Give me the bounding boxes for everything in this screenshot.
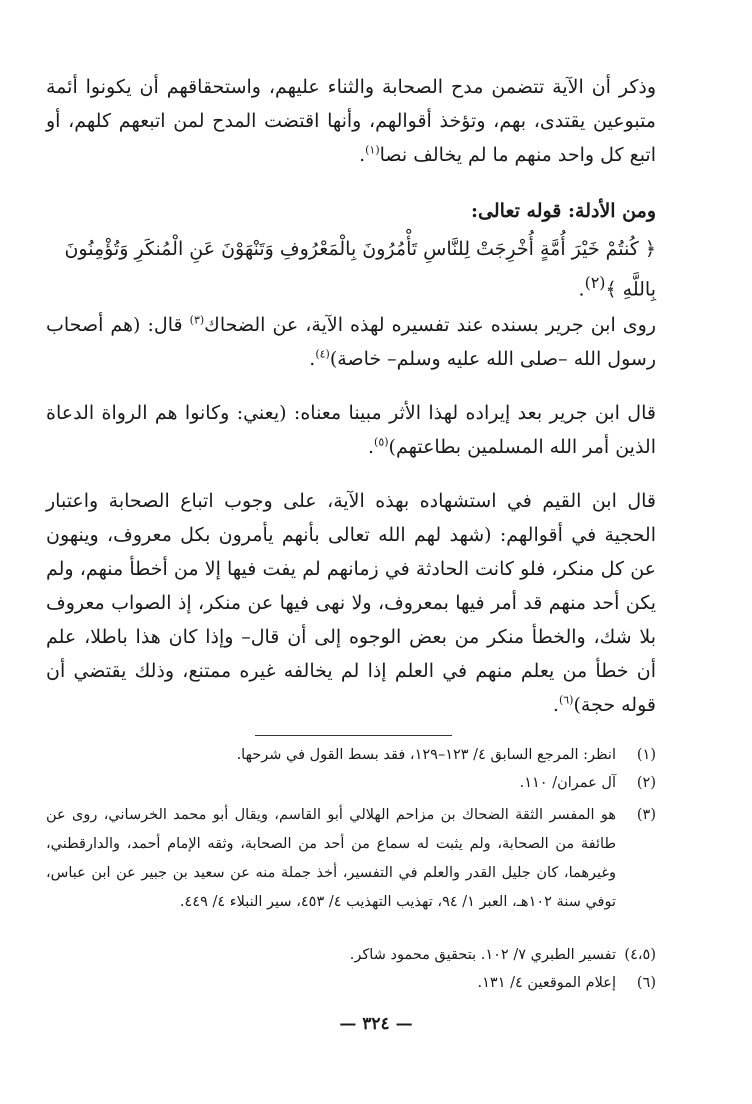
quran-verse: ﴿ كُنتُمْ خَيْرَ أُمَّةٍ أُخْرِجَتْ لِلنَّاسِ تَأْمُرُونَ بِالْمَعْرُوفِ وَتَنْهَوْنَ عَنِ الْمُنكَرِ وَتُؤْمِنُونَ بِاللَّهِ ﴾$^{(٢)}$. (64, 238, 656, 301)
footnote-3 (46, 801, 656, 917)
footnote-6 (46, 969, 656, 997)
footnote-ref-2[interactable]: (٢) (584, 273, 606, 292)
paragraph-ibn-jarir-narration: روى ابن جرير بسنده عند تفسيره لهذه الآية، عن الضحاك$^{(٣)}$ قال: (هم أصحاب رسول الله –صلى الله عليه وسلم– خاصة)$^{(٤)}$. (46, 313, 656, 370)
paragraph-ibn-jarir-meaning: قال ابن جرير بعد إيراده لهذا الأثر مبينا معناه: (يعني: وكانوا هم الرواة الدعاة الذين أمر الله المسلمين بطاعتهم)$^{(٥)}$. (46, 402, 656, 458)
quran-bracket-open: ﴿ (644, 238, 656, 260)
quran-text: كُنتُمْ خَيْرَ أُمَّةٍ أُخْرِجَتْ لِلنَّاسِ تَأْمُرُونَ بِالْمَعْرُوفِ وَتَنْهَوْنَ عَنِ الْمُنكَرِ وَتُؤْمِنُونَ بِاللَّهِ (64, 238, 656, 301)
footnote-ref-3[interactable]: (٣) (189, 313, 205, 327)
section-heading: ومن الأدلة: قوله تعالى: (471, 200, 656, 222)
footnote-ref-1[interactable]: (١) (365, 143, 380, 157)
footnote-number: (٦) (636, 975, 656, 991)
footnote-text: آل عمران/ ١١٠. (519, 775, 616, 791)
footnote-1 (46, 741, 656, 769)
footnote-ref-4[interactable]: (٤) (315, 347, 330, 361)
paragraph-intro: وذكر أن الآية تتضمن مدح الصحابة والثناء عليهم، واستحقاقهم أن يكونوا أئمة متبوعين يقتدى، بهم، وتؤخذ أقوالهم، وأنها اقتضت المدح لمن اتبعهم كلهم، أو اتبع كل واحد منهم ما لم يخالف نصا$^{(١)}$. (46, 76, 656, 166)
paragraph-ibn-al-qayyim: قال ابن القيم في استشهاده بهذه الآية، على وجوب اتباع الصحابة واعتبار الحجية في أقوالهم: (شهد لهم الله تعالى بأنهم يأمرون بكل معروف، وينهون عن كل منكر، فلو كانت الحادثة في زمانهم لم يفت فيها إلا من أخطأ منهم، ولم يكن أحد منهم قد أمر فيها بمعروف، ولا نهى فيها عن منكر، إذ الصواب معروف بلا شك، والخطأ منكر من بعض الوجوه إلى أن قال– وإذا كان هذا باطلا، علم أن خطأ من يعلم منهم في العلم إذا لم يخالفه غيره ممتنع، وذلك يقتضي أن قوله حجة)$^{(٦)}$. (46, 490, 656, 716)
footnote-2 (46, 769, 656, 797)
footnote-text: إعلام الموقعين ٤/ ١٣١. (477, 975, 616, 991)
footnote-text: تفسير الطبري ٧/ ١٠٢. بتحقيق محمود شاكر. (349, 947, 616, 963)
footnote-separator (255, 735, 452, 736)
footnote-ref-5[interactable]: (٥) (374, 435, 389, 449)
page-number: — ٣٢٤ — (339, 1014, 413, 1034)
footnote-text: انظر: المرجع السابق ٤/ ١٢٣–١٢٩، فقد بسط القول في شرحها. (236, 747, 616, 763)
footnote-ref-6[interactable]: (٦) (558, 693, 574, 707)
footnote-number: (٤،٥) (624, 947, 656, 963)
quran-bracket-close: ﴾ (605, 278, 617, 301)
footnote-number: (٣) (636, 807, 656, 823)
footnote-number: (١) (636, 747, 656, 763)
footnote-text: هو المفسر الثقة الضحاك بن مزاحم الهلالي أبو القاسم، ويقال أبو محمد الخرساني، روى عن طائفة من الصحابة، ولم يثبت له سماع من أحد من الصحابة، وثقه الإمام أحمد، والدارقطني، وغيرهما، كان جليل القدر والعلم في التفسير، أخذ جملة منه عن سعيد بن جبير عن ابن عباس، توفي سنة ١٠٢هـ، العبر ١/ ٩٤، تهذيب التهذيب ٤/ ٤٥٣، سير النبلاء ٤/ ٤٤٩. (46, 807, 616, 910)
footnote-number: (٢) (636, 775, 656, 791)
footnote-4-5 (46, 941, 656, 969)
